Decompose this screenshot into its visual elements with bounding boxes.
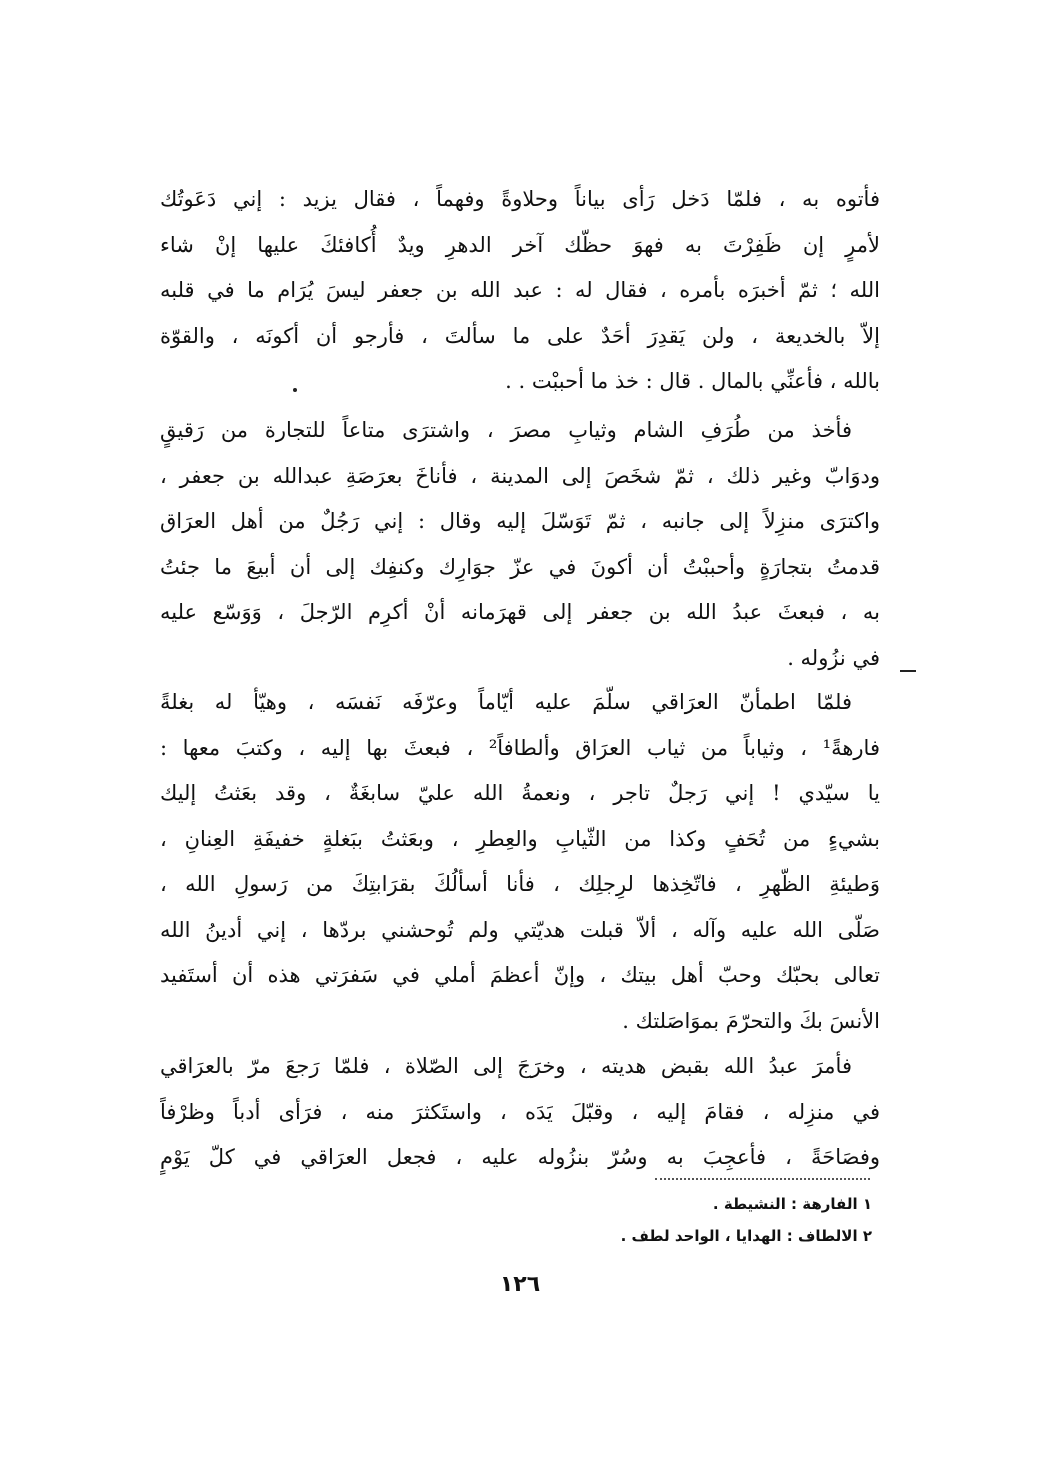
text-line: صَلّى الله عليه وآله ، ألاّ قبلت هديّتي ولم تُوحشني بردّها ، إني أدينُ الله — [160, 917, 880, 942]
text-line: في منزِله ، فقامَ إليه ، وقبّلَ يَدَه ، واستَكثرَ منه ، فرَأى أدباً وظرْفاً — [160, 1099, 880, 1124]
text-line: يا سيّدي ! إني رَجلٌ تاجر ، ونعمةُ الله عليّ سابغَةٌ ، وقد بعَثتُ إليك — [160, 781, 880, 805]
footnote-separator — [655, 1178, 870, 1180]
paragraph-2 — [160, 408, 880, 681]
footnote: ١ الفارهة : النشيطة . — [712, 1195, 872, 1213]
text-line: قدمتُ بتجارَةٍ وأحببْتُ أن أكونَ في عزّ جوَارِك وكنفِك إلى أن أبيعَ ما جئتُ — [160, 554, 880, 579]
text-line: به ، فبعثَ عبدُ الله بن جعفر إلى قهرَمانه أنْ أكرِم الرّجلَ ، وَوَسّع عليه — [160, 600, 880, 624]
text-line: بشيءٍ من تُحَفٍ وكذا من الثّيابِ والعِطرِ ، وبعَثتُ ببَغلةٍ خفيفَةِ العِنانِ ، — [160, 826, 880, 851]
text-line: في نزُوله . — [787, 645, 880, 670]
text-line: فأمرَ عبدُ الله بقبض هديته ، وخرَجَ إلى الصّلاة ، فلمّا رَجعَ مرّ بالعرَاقي — [160, 1054, 852, 1078]
text-line: فارهةً¹ ، وثياباً من ثياب العرَاق وألطافاً² ، فبعثَ بها إليه ، وكتبَ معها : — [160, 735, 880, 760]
text-line: إلاّ بالخديعة ، ولن يَقدِرَ أحَدٌ على ما سألتَ ، فأرجو أن أكونَه ، والقوّة — [160, 323, 880, 348]
footnote: ٢ الالطاف : الهدايا ، الواحد لطف . — [620, 1227, 872, 1245]
text-line: وفصَاحَةً ، فأعجِبَ به وسُرّ بنزُوله عليه ، فجعل العرَاقي في كلّ يَوْمٍ — [160, 1145, 880, 1169]
text-line: الأنسَ بكَ والتحرّمَ بموَاصَلتك . — [622, 1008, 880, 1033]
text-line: فأخذ من طُرَفِ الشام وثيابِ مصرَ ، واشترَى متاعاً للتجارة من رَقيقٍ — [160, 418, 852, 442]
text-line: وَطيئةِ الظّهرِ ، فاتّخِذها لرِجلِك ، فأنا أسألُكَ بقرَابتِكَ من رَسولِ الله ، — [160, 872, 880, 896]
footnotes — [500, 1188, 872, 1252]
ink-dot — [293, 388, 297, 392]
paragraph-3 — [160, 680, 880, 1044]
text-line: ودوَابّ وغير ذلك ، ثمّ شخَصَ إلى المدينة ، فأناخَ بعرَصَةِ عبدالله بن جعفر ، — [160, 463, 880, 488]
paragraph-1 — [160, 177, 880, 405]
margin-mark — [900, 670, 916, 672]
text-line: لأمرٍ إن ظَفِرْتَ به فهوَ حظّك آخر الدهرِ ويدٌ أُكافئكَ عليها إنْ شاء — [160, 232, 880, 257]
text-line: واكترَى منزِلاً إلى جانبه ، ثمّ تَوَسّلَ إليه وقال : إني رَجُلٌ من أهل العرَاق — [160, 509, 880, 533]
text-line: الله ؛ ثمّ أخبرَه بأمره ، فقال له : عبد الله بن جعفر ليسَ يُرَام ما في قلبه — [160, 278, 880, 302]
text-line: تعالى بحبّك وحبّ أهل بيتك ، وإنّ أعظمَ أملي في سَفرَتي هذه أن أستَفيد — [160, 963, 880, 987]
paragraph-4 — [160, 1044, 880, 1181]
page-number: ١٢٦ — [499, 1272, 541, 1297]
text-line: بالله ، فأعنِّي بالمال . قال : خذ ما أحببْت . . — [505, 369, 880, 393]
text-line: فأتوه به ، فلمّا دَخل رَأى بياناً وحلاوةً وفهماً ، فقال يزيد : إني دَعَوتُك — [160, 187, 880, 211]
text-line: فلمّا اطمأنّ العرَاقي سلّمَ عليه أيّاماً وعرّفَه نَفسَه ، وهيّأ له بغلةً — [160, 690, 852, 714]
